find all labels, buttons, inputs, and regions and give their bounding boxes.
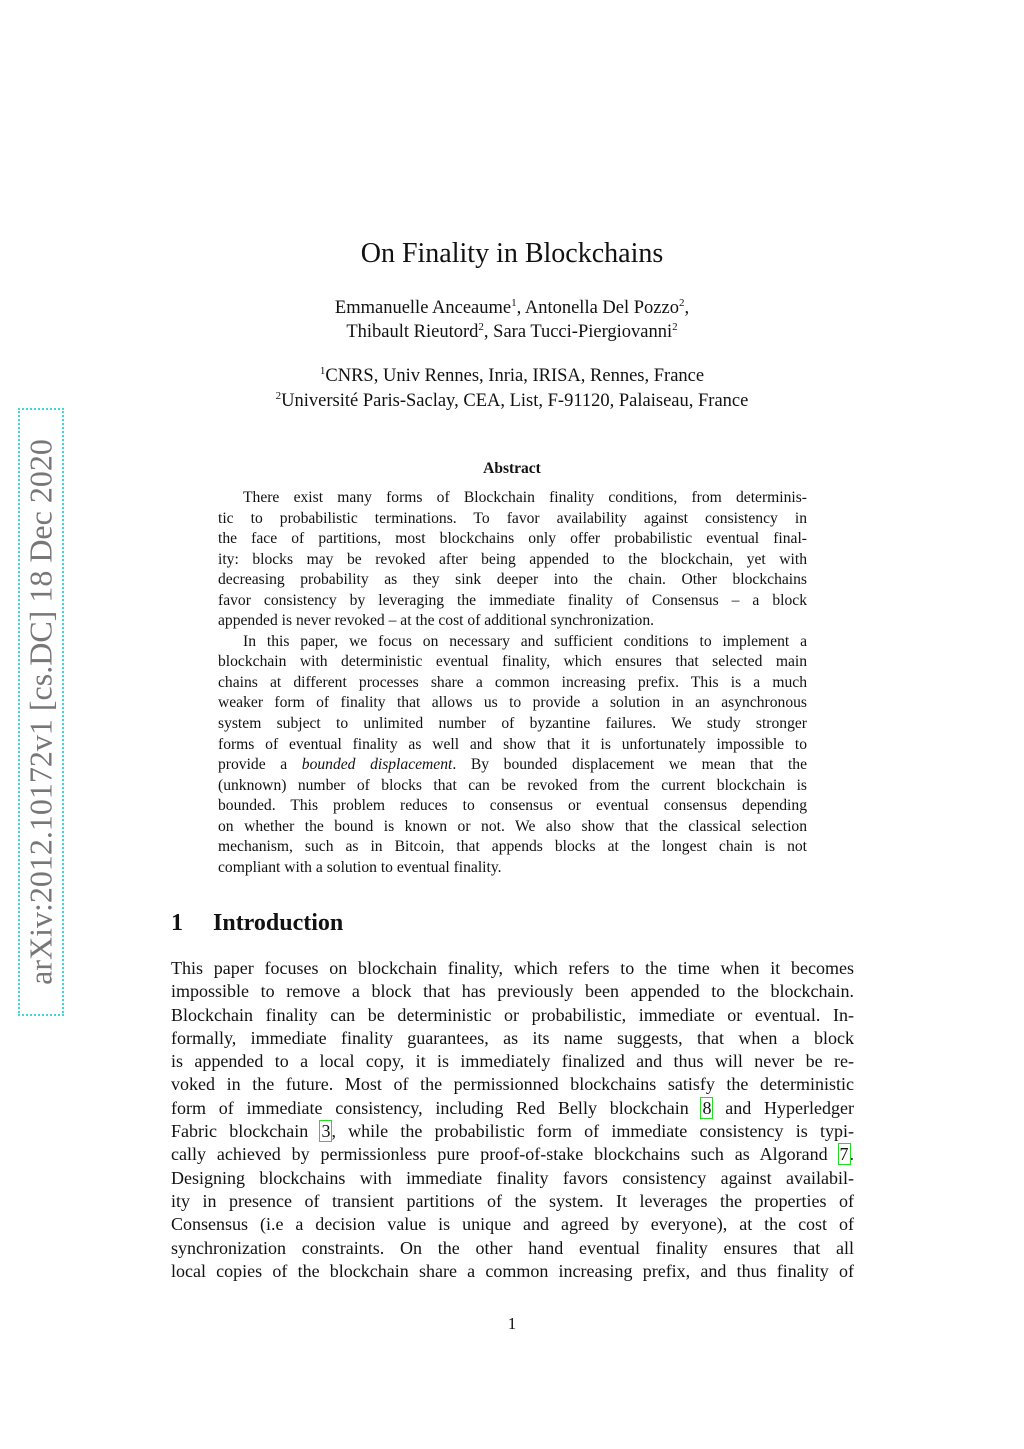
text-segment: favor consistency by leveraging the immediate finality of Consensus – a block (218, 591, 807, 609)
text-segment: Blockchain finality can be deterministic or probabilistic, immediate or eventual. In- (171, 1004, 854, 1025)
text-segment: compliant with a solution to eventual finality. (218, 858, 502, 876)
text-line (218, 673, 807, 694)
affiliation-number: 2 (275, 390, 282, 402)
text-line (171, 1213, 854, 1236)
author-name: Antonella Del Pozzo (524, 298, 679, 318)
text-segment: ity in presence of transient partitions of the system. It leverages the properties of (171, 1190, 854, 1211)
text-segment: . By bounded displacement we mean that the (452, 756, 808, 774)
text-line (171, 1260, 854, 1283)
text-line (218, 776, 807, 797)
text-segment: chains at different processes share a common increasing prefix. This is a much (218, 673, 807, 691)
text-line (171, 1073, 854, 1096)
text-line (218, 755, 807, 776)
text-line (218, 735, 807, 756)
affiliation-text: Université Paris-Saclay, CEA, List, F-91120, Palaiseau, France (281, 391, 749, 411)
citation-link[interactable]: 8 (702, 1097, 712, 1118)
affiliation-mark: 2 (478, 321, 484, 333)
text-segment: This paper focuses on blockchain finality, which refers to the time when it becomes (171, 958, 854, 978)
paper-title: On Finality in Blockchains (360, 238, 664, 269)
text-segment: blockchain with deterministic eventual finality, which ensures that selected main (218, 653, 807, 671)
text-line (218, 693, 807, 714)
text-segment: , while the probabilistic form of immediate consistency is typi- (331, 1121, 854, 1142)
section-heading (171, 910, 343, 937)
text-line (218, 509, 807, 530)
authors-line-2: Thibault Rieutord$^2$, Sara Tucci-Piergiovanni$^2$ (346, 321, 678, 342)
text-segment: system subject to unlimited number of byzantine failures. We study stronger (218, 715, 807, 733)
affiliation-number: 1 (319, 365, 326, 377)
text-line (218, 652, 807, 673)
abstract-heading: Abstract (483, 460, 541, 477)
text-segment: impossible to remove a block that has previously been appended to the blockchain. (171, 981, 854, 1002)
text-segment: decreasing probability as they sink deeper into the chain. Other blockchains (218, 571, 807, 589)
text-line (171, 957, 854, 980)
text-line (218, 796, 807, 817)
text-segment: formally, immediate finality guarantees, as its name suggests, that when a block (171, 1027, 854, 1048)
text-segment: is appended to a local copy, it is immediately finalized and thus will never be re- (171, 1051, 854, 1072)
text-line (218, 611, 807, 632)
text-line (171, 1050, 854, 1073)
text-line (171, 1097, 854, 1120)
text-line (171, 1004, 854, 1027)
text-segment: There exist many forms of Blockchain finality conditions, from determinis- (243, 489, 807, 506)
text-segment: weaker form of finality that allows us to provide a solution in an asynchronous (218, 694, 807, 712)
text-segment: In this paper, we focus on necessary and sufficient conditions to implement a (243, 632, 807, 650)
text-segment: and Hyperledger (712, 1097, 854, 1118)
author-name: Sara Tucci-Piergiovanni (493, 322, 673, 342)
text-line (218, 550, 807, 571)
citation-link[interactable]: 7 (839, 1144, 849, 1165)
text-segment: on whether the bound is known or not. We also show that the classical selection (218, 817, 807, 835)
affiliation-mark: 2 (672, 321, 678, 333)
text-line (218, 529, 807, 550)
text-line (218, 858, 807, 879)
text-segment: bounded. This problem reduces to consensus or eventual consensus depending (218, 797, 807, 815)
text-segment: synchronization constraints. On the other hand eventual finality ensures that all (171, 1237, 854, 1258)
text-line (171, 1167, 854, 1190)
arxiv-identifier-stamp (18, 408, 64, 1016)
text-segment: (unknown) number of blocks that can be revoked from the current blockchain is (218, 776, 807, 794)
text-line (218, 817, 807, 838)
text-segment: Fabric blockchain (171, 1121, 321, 1142)
section-number: 1 (171, 910, 183, 936)
text-line (171, 980, 854, 1003)
text-line (171, 1143, 854, 1166)
emphasized-term: bounded displacement (301, 756, 453, 774)
text-segment: Consensus (i.e a decision value is unique and agreed by everyone), at the cost of (171, 1214, 854, 1235)
authors-line-1: Emmanuelle Anceaume$^1$, Antonella Del Pozzo$^2$, (334, 297, 690, 318)
text-line (171, 1237, 854, 1260)
text-line (218, 837, 807, 858)
text-segment: tic to probabilistic terminations. To favor availability against consistency in (218, 509, 807, 527)
text-segment: cally achieved by permissionless pure proof-of-stake blockchains such as Algorand (171, 1144, 839, 1165)
text-segment: Designing blockchains with immediate finality favors consistency against availabil- (171, 1167, 854, 1188)
author-name: Emmanuelle Anceaume (334, 298, 512, 318)
text-line (218, 632, 807, 653)
text-line (171, 1027, 854, 1050)
affiliation-1 (0, 366, 1024, 387)
text-line (171, 1120, 854, 1143)
text-segment: form of immediate consistency, including Red Belly blockchain (171, 1097, 702, 1118)
text-segment: appended is never revoked – at the cost of additional synchronization. (218, 612, 655, 630)
text-segment: voked in the future. Most of the permissionned blockchains satisfy the deterministic (171, 1074, 854, 1095)
text-line (218, 488, 807, 509)
author-name: Thibault Rieutord (346, 322, 479, 342)
text-segment: . (849, 1144, 854, 1165)
affiliation-2 (0, 391, 1024, 412)
affiliation-mark: 2 (678, 297, 685, 309)
affiliation-mark: 1 (511, 297, 517, 309)
section-title: Introduction (213, 910, 344, 936)
arxiv-id: arXiv:2012.10172v1 [cs.DC] 18 Dec 2020 (22, 439, 59, 985)
introduction-body (171, 957, 854, 1283)
text-segment: local copies of the blockchain share a common increasing prefix, and thus finality of (171, 1260, 854, 1281)
text-line (218, 570, 807, 591)
affiliation-text: CNRS, Univ Rennes, Inria, IRISA, Rennes, France (325, 366, 705, 386)
page-number: 1 (507, 1314, 517, 1333)
text-segment: provide a (218, 756, 302, 774)
text-segment: forms of eventual finality as well and show that it is unfortunately impossible to (218, 735, 807, 753)
abstract-body (218, 488, 807, 878)
citation-link[interactable]: 3 (321, 1121, 331, 1142)
text-line (171, 1190, 854, 1213)
text-line (218, 591, 807, 612)
text-segment: ity: blocks may be revoked after being appended to the blockchain, yet with (218, 550, 807, 568)
text-segment: the face of partitions, most blockchains only offer probabilistic eventual final- (218, 530, 807, 548)
text-line (218, 714, 807, 735)
text-segment: mechanism, such as in Bitcoin, that appends blocks at the longest chain is not (218, 838, 807, 856)
